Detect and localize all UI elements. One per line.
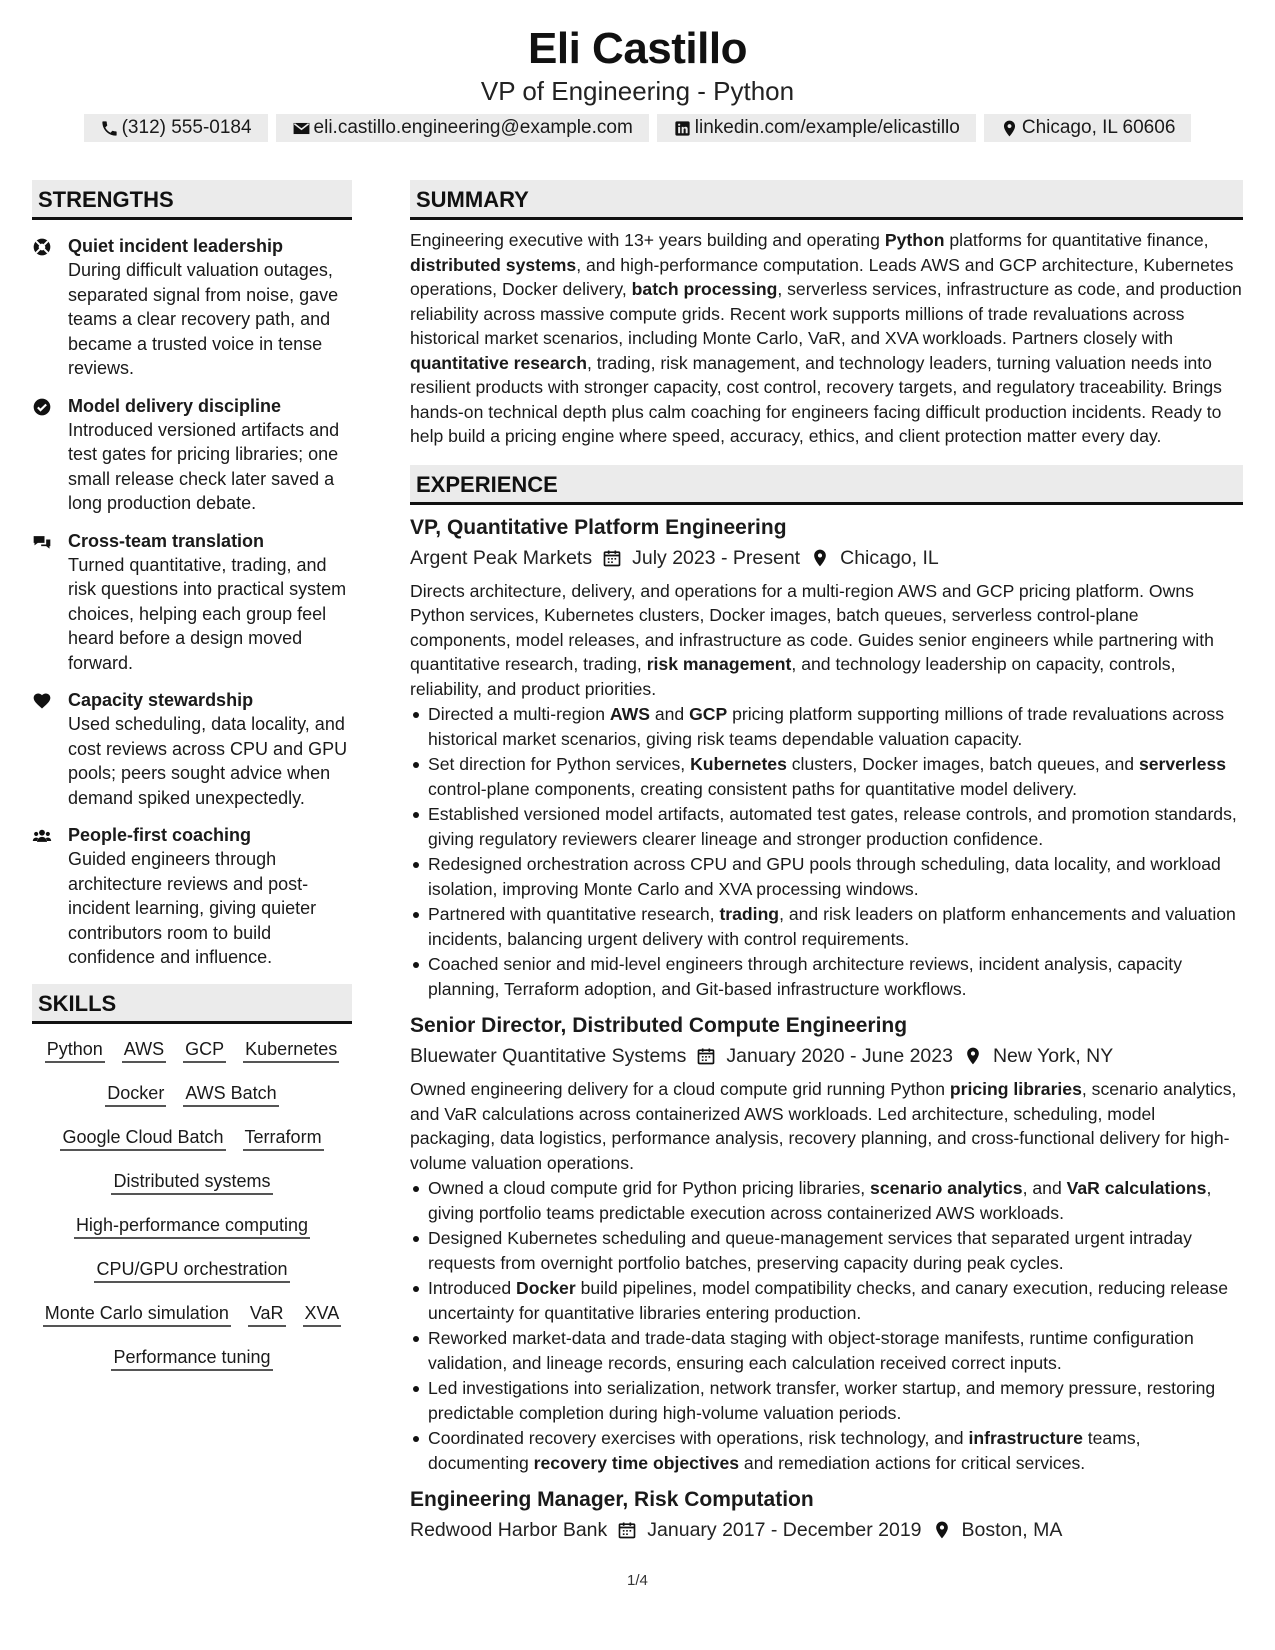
- contact-phone[interactable]: [84, 114, 268, 142]
- job-dates: [602, 543, 800, 573]
- strength-desc: Guided engineers through architecture reviews and post-incident learning, giving quieter contributors room to build confidence and influence.: [68, 849, 317, 967]
- job-bullet: Coached senior and mid-level engineers through architecture reviews, incident analysis, capacity planning, Terraform adoption, and Git-based infrastructure workflows.: [410, 952, 1243, 1001]
- contact-phone-text: (312) 555-0184: [121, 117, 252, 138]
- contact-location: [984, 114, 1192, 142]
- calendar-icon: [617, 1520, 637, 1540]
- left-column: [32, 180, 352, 1371]
- users-icon: [32, 826, 52, 846]
- skills-heading: SKILLS: [32, 984, 352, 1024]
- skill-tag: Python: [45, 1038, 105, 1063]
- calendar-icon: [696, 1046, 716, 1066]
- job-location: [963, 1041, 1113, 1071]
- job-description: Directs architecture, delivery, and operations for a multi-region AWS and GCP pricing platform. Owns Python services, Kubernetes clusters, Docker images, batch queues, serverless control-plane components, model releases, and infrastructure as code. Guides senior engineers while partnering with quantitative research, trading, risk management, and technology leadership on capacity, controls, reliability, and product priorities.: [410, 580, 1214, 699]
- skill-tag: Docker: [105, 1082, 166, 1107]
- strength-item: [32, 688, 352, 810]
- map-pin-icon: [963, 1046, 983, 1066]
- envelope-icon: [292, 119, 311, 138]
- job-title: Senior Director, Distributed Compute Engineering: [410, 1014, 908, 1037]
- summary-text: Engineering executive with 13+ years building and operating Python platforms for quantitative finance, distributed systems, and high-performance computation. Leads AWS and GCP architecture, Kubernetes operations, Docker delivery, batch processing, serverless services, infrastructure as code, and production reliability across massive compute grids. Recent work supports millions of trade revaluations across historical market scenarios, including Monte Carlo, VaR, and XVA workloads. Partners closely with quantitative research, trading, risk management, and technology leaders, turning valuation needs into resilient products with stronger capacity, cost control, recovery targets, and regulatory traceability. Brings hands-on technical depth plus calm coaching for engineers facing difficult production incidents. Ready to help build a pricing engine where speed, accuracy, ethics, and client protection matter every day.: [410, 230, 1242, 446]
- strength-title: Model delivery discipline: [68, 395, 282, 416]
- contact-bar: [0, 114, 1275, 142]
- strength-desc: Turned quantitative, trading, and risk questions into practical system choices, helping each group feel heard before a design moved forward.: [68, 554, 347, 673]
- map-pin-icon: [932, 1520, 952, 1540]
- job-location: [932, 1515, 1063, 1545]
- job-meta: [410, 543, 1243, 573]
- job-location-text: Chicago, IL: [840, 546, 939, 569]
- job-bullet: Led investigations into serialization, network transfer, worker startup, and memory pressure, restoring predictable completion during high-volume valuation periods.: [410, 1376, 1243, 1425]
- strength-item: [32, 234, 352, 381]
- job-dates: [696, 1041, 953, 1071]
- job-dates-text: January 2017 - December 2019: [647, 1519, 922, 1541]
- candidate-name: Eli Castillo: [528, 24, 747, 73]
- job-entry: [410, 513, 1243, 1002]
- contact-location-text: Chicago, IL 60606: [1021, 117, 1176, 138]
- strength-item: [32, 823, 352, 970]
- skill-tag: Performance tuning: [111, 1346, 272, 1371]
- heart-icon: [32, 691, 52, 711]
- experience-list: [410, 513, 1243, 1546]
- calendar-icon: [602, 548, 622, 568]
- skill-tag: GCP: [183, 1038, 226, 1063]
- check-circle-icon: [32, 397, 52, 417]
- job-company: Bluewater Quantitative Systems: [410, 1045, 687, 1067]
- job-bullet: Introduced Docker build pipelines, model compatibility checks, and canary execution, reducing release uncertainty for quantitative libraries entering production.: [410, 1276, 1243, 1325]
- strength-desc: Used scheduling, data locality, and cost reviews across CPU and GPU pools; peers sought advice when demand spiked unexpectedly.: [68, 714, 348, 808]
- job-entry: [410, 1011, 1243, 1475]
- map-pin-icon: [810, 548, 830, 568]
- job-location: [810, 543, 939, 573]
- skill-tag: AWS Batch: [183, 1082, 278, 1107]
- job-description: Owned engineering delivery for a cloud compute grid running Python pricing libraries, scenario analytics, and VaR calculations across containerized AWS workloads. Led architecture, scheduling, model packaging, data logistics, performance analysis, recovery planning, and cross-functional delivery for high-volume valuation operations.: [410, 1079, 1237, 1173]
- job-company: Argent Peak Markets: [410, 546, 593, 569]
- summary-heading: SUMMARY: [410, 180, 1243, 220]
- strength-desc: During difficult valuation outages, separated signal from noise, gave teams a clear recovery path, and became a trusted voice in tense reviews.: [68, 260, 339, 378]
- job-location-text: New York, NY: [992, 1045, 1114, 1067]
- job-title: VP, Quantitative Platform Engineering: [410, 515, 787, 539]
- contact-email-text: eli.castillo.engineering@example.com: [313, 117, 633, 138]
- strength-desc: Introduced versioned artifacts and test gates for pricing libraries; one small release check later saved a long production debate.: [68, 419, 340, 513]
- job-bullets: [410, 1176, 1243, 1475]
- skill-tag: CPU/GPU orchestration: [94, 1258, 289, 1283]
- page-number: 1/4: [627, 1572, 648, 1589]
- job-bullet: Partnered with quantitative research, trading, and risk leaders on platform enhancements and valuation incidents, balancing urgent delivery with control requirements.: [410, 902, 1243, 951]
- job-dates: [617, 1515, 921, 1545]
- job-bullets: [410, 702, 1243, 1001]
- job-bullet: Reworked market-data and trade-data staging with object-storage manifests, runtime configuration validation, and lineage records, ensuring each calculation received correct inputs.: [410, 1326, 1243, 1375]
- skill-tag: Google Cloud Batch: [60, 1126, 225, 1151]
- job-location-text: Boston, MA: [961, 1519, 1063, 1541]
- experience-heading: EXPERIENCE: [410, 465, 1243, 505]
- skills-list: [32, 1038, 352, 1371]
- skill-tag: Monte Carlo simulation: [43, 1302, 231, 1327]
- candidate-title: VP of Engineering - Python: [480, 76, 795, 106]
- skills-section: [32, 984, 352, 1371]
- strengths-heading: STRENGTHS: [32, 180, 352, 220]
- job-meta: [410, 1041, 1243, 1071]
- skill-tag: VaR: [248, 1302, 286, 1327]
- job-title: Engineering Manager, Risk Computation: [410, 1488, 814, 1511]
- map-pin-icon: [1000, 119, 1019, 138]
- strength-title: Quiet incident leadership: [68, 236, 284, 256]
- strength-item: [32, 529, 352, 676]
- skill-tag: Kubernetes: [243, 1038, 339, 1063]
- job-dates-text: January 2020 - June 2023: [726, 1045, 953, 1067]
- comments-icon: [32, 532, 52, 552]
- job-bullet: Redesigned orchestration across CPU and GPU pools through scheduling, data locality, and workload isolation, improving Monte Carlo and XVA processing windows.: [410, 852, 1243, 901]
- job-bullet: Established versioned model artifacts, automated test gates, release controls, and promotion standards, giving regulatory reviewers clearer lineage and stronger production confidence.: [410, 802, 1243, 851]
- job-entry: [410, 1485, 1243, 1545]
- skill-tag: Distributed systems: [111, 1170, 272, 1195]
- strength-title: Capacity stewardship: [68, 690, 254, 710]
- right-column: [410, 180, 1243, 1545]
- strengths-list: [32, 234, 352, 970]
- resume-header: [0, 22, 1275, 142]
- job-bullet: Designed Kubernetes scheduling and queue-management services that separated urgent intraday requests from overnight portfolio batches, preserving capacity during peak cycles.: [410, 1226, 1243, 1275]
- strength-title: People-first coaching: [68, 825, 252, 845]
- strength-item: [32, 394, 352, 516]
- job-meta: [410, 1515, 1243, 1545]
- job-bullet: Directed a multi-region AWS and GCP pricing platform supporting millions of trade revaluations across historical market scenarios, giving risk teams dependable valuation capacity.: [410, 702, 1243, 751]
- contact-linkedin[interactable]: [657, 114, 976, 142]
- contact-linkedin-text: linkedin.com/example/elicastillo: [694, 117, 960, 138]
- job-bullet: Set direction for Python services, Kubernetes clusters, Docker images, batch queues, and serverless control-plane components, creating consistent paths for quantitative model delivery.: [410, 752, 1243, 801]
- skill-tag: AWS: [122, 1038, 166, 1063]
- skill-tag: XVA: [303, 1302, 342, 1327]
- phone-icon: [100, 119, 119, 138]
- skill-tag: High-performance computing: [74, 1214, 310, 1239]
- job-company: Redwood Harbor Bank: [410, 1519, 608, 1541]
- contact-email[interactable]: [276, 114, 649, 142]
- job-bullet: Coordinated recovery exercises with operations, risk technology, and infrastructure teams, documenting recovery time objectives and remediation actions for critical services.: [410, 1426, 1243, 1475]
- life-ring-icon: [32, 237, 52, 257]
- job-bullet: Owned a cloud compute grid for Python pricing libraries, scenario analytics, and VaR calculations, giving portfolio teams predictable execution across containerized AWS workloads.: [410, 1176, 1243, 1225]
- strength-title: Cross-team translation: [68, 530, 265, 551]
- skill-tag: Terraform: [243, 1126, 324, 1151]
- linkedin-icon: [673, 119, 692, 138]
- job-dates-text: July 2023 - Present: [632, 546, 801, 569]
